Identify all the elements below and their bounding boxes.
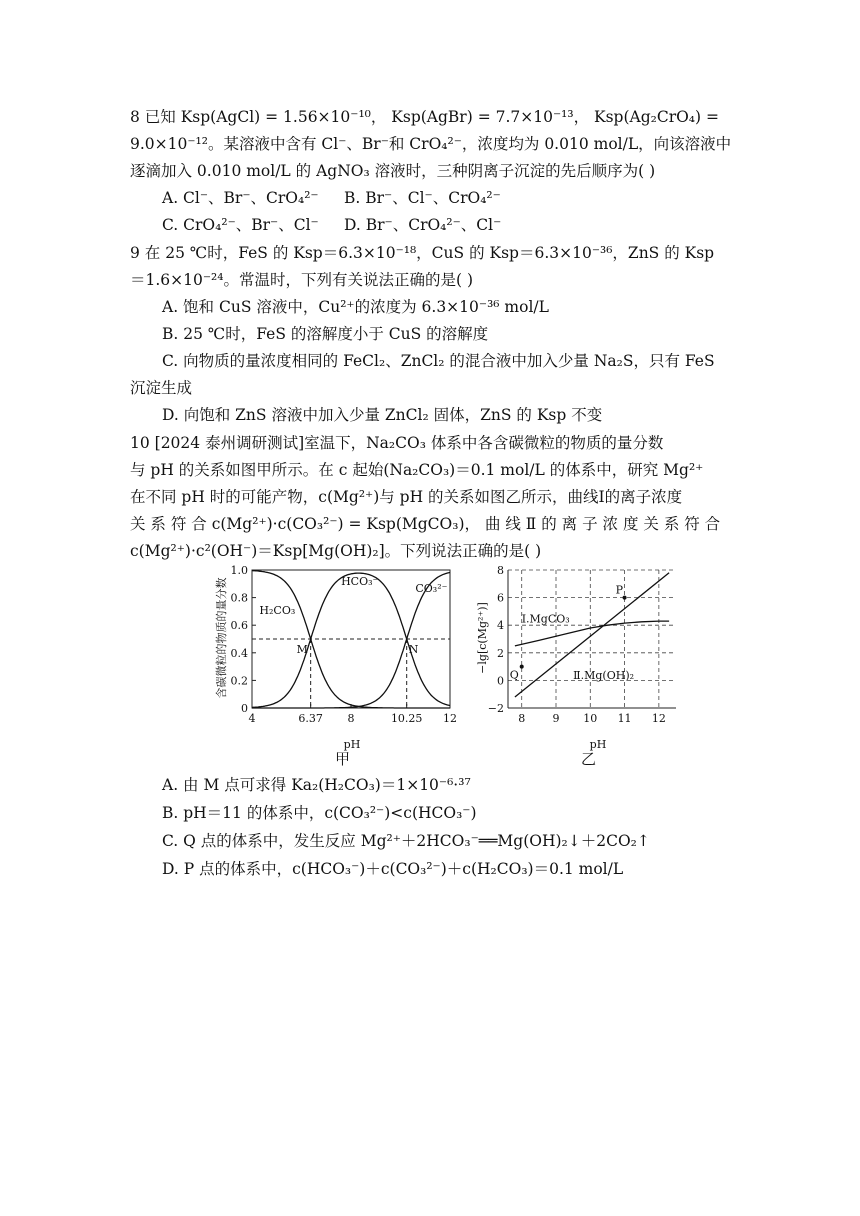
chart-b-xtick-label: 10: [583, 712, 598, 725]
q8-option-b: B. Br⁻、Cl⁻、CrO₄²⁻: [344, 189, 501, 207]
q10-option-b: B. pH＝11 的体系中，c(CO₃²⁻)<c(HCO₃⁻): [162, 804, 477, 822]
chart-b-xtick-label: 12: [651, 712, 666, 725]
chart-fraction-vs-ph: [208, 562, 468, 752]
q10-line-4: 关 系 符 合 c(Mg²⁺)·c(CO₃²⁻) = Ksp(MgCO₃)， 曲 线 Ⅱ 的 离 子 浓 度 关 系 符 合: [130, 515, 721, 533]
chart-b-point-label: Q: [509, 668, 519, 682]
chart-a-ytick-label: 0.8: [230, 591, 248, 605]
chart-b-ytick-label: 8: [497, 564, 504, 577]
chart-a-ytick-label: 0.6: [230, 619, 248, 633]
chart-a-xlabel: pH: [343, 738, 361, 751]
chart-a-series-label: CO₃²⁻: [415, 582, 448, 596]
chart-a-caption: 甲: [335, 750, 351, 768]
q10-line-5: c(Mg²⁺)·c²(OH⁻)＝Ksp[Mg(OH)₂]。下列说法正确的是( ): [130, 542, 542, 560]
chart-b-ylabel: −lg[c(Mg²⁺)]: [476, 602, 489, 674]
chart-a-xtick-label: 10.25: [390, 712, 423, 725]
chart-mg-concentration-vs-ph: [472, 562, 684, 752]
chart-b-ytick-label: 0: [497, 674, 504, 688]
q10-option-c: C. Q 点的体系中，发生反应 Mg²⁺＋2HCO₃⁻══Mg(OH)₂↓＋2CO₂↑: [162, 832, 650, 850]
q10-line-1: 10 [2024 泰州调研测试]室温下，Na₂CO₃ 体系中各含碳微粒的物质的量分数: [130, 434, 664, 452]
chart-b-ytick-label: 4: [497, 619, 504, 633]
chart-b-xtick-label: 11: [617, 712, 632, 725]
chart-b-ytick-label: −2: [487, 702, 504, 715]
chart-b-caption: 乙: [581, 750, 597, 768]
q8-option-d: D. Br⁻、CrO₄²⁻、Cl⁻: [344, 216, 502, 234]
chart-a-ytick-label: 0.4: [230, 646, 248, 660]
chart-a-ylabel: 含碳微粒的物质的量分数: [215, 577, 228, 699]
chart-a-xtick-label: 4: [248, 712, 256, 725]
chart-b-xtick-label: 8: [518, 712, 526, 725]
q9-option-d: D. 向饱和 ZnS 溶液中加入少量 ZnCl₂ 固体，ZnS 的 Ksp 不变: [162, 406, 603, 424]
chart-b-xlabel: pH: [589, 738, 607, 751]
q10-line-2: 与 pH 的关系如图甲所示。在 c 起始(Na₂CO₃)＝0.1 mol/L 的体系中，研究 Mg²⁺: [130, 461, 704, 479]
chart-b-ytick-label: 6: [497, 591, 504, 605]
chart-b-point-label: P: [615, 583, 623, 597]
chart-a-series-label: H₂CO₃: [259, 604, 296, 618]
q8-line-2: 9.0×10⁻¹²。某溶液中含有 Cl⁻、Br⁻和 CrO₄²⁻，浓度均为 0.010 mol/L，向该溶液中: [130, 135, 732, 153]
chart-b-xtick-label: 9: [552, 712, 560, 725]
chart-a-xtick-label: 12: [443, 712, 457, 725]
chart-b-series-label: Ⅱ.Mg(OH)₂: [573, 669, 635, 683]
chart-a-ytick-label: 0: [241, 702, 248, 715]
chart-a-point-label: M: [296, 643, 308, 656]
chart-b-ytick-label: 2: [497, 646, 504, 660]
q8-line-1: 8 已知 Ksp(AgCl) = 1.56×10⁻¹⁰， Ksp(AgBr) = 7.7×10⁻¹³， Ksp(Ag₂CrO₄) =: [130, 108, 719, 126]
chart-a-ytick-label: 0.2: [230, 674, 248, 688]
chart-a-ytick-label: 1.0: [230, 564, 248, 577]
chart-b-point: [623, 596, 627, 600]
q9-option-a: A. 饱和 CuS 溶液中，Cu²⁺的浓度为 6.3×10⁻³⁶ mol/L: [162, 298, 549, 316]
chart-a-xtick-label: 8: [347, 712, 355, 725]
chart-a-series-label: HCO₃⁻: [341, 575, 379, 589]
q9-option-c-line-2: 沉淀生成: [130, 379, 193, 397]
chart-a-xtick-label: 6.37: [298, 712, 323, 725]
chart-b-point: [520, 665, 524, 669]
q8-option-c: C. CrO₄²⁻、Br⁻、Cl⁻: [162, 216, 319, 234]
q9-option-b: B. 25 ℃时，FeS 的溶解度小于 CuS 的溶解度: [162, 325, 489, 343]
chart-b-series-label: Ⅰ.MgCO₃: [521, 612, 570, 626]
q10-option-d: D. P 点的体系中，c(HCO₃⁻)＋c(CO₃²⁻)＋c(H₂CO₃)＝0.1 mol/L: [162, 860, 624, 878]
q10-line-3: 在不同 pH 时的可能产物，c(Mg²⁺)与 pH 的关系如图乙所示，曲线Ⅰ的离子浓度: [130, 488, 683, 506]
q9-option-c-line-1: C. 向物质的量浓度相同的 FeCl₂、ZnCl₂ 的混合液中加入少量 Na₂S，只有 FeS: [162, 352, 715, 370]
q9-line-1: 9 在 25 ℃时，FeS 的 Ksp＝6.3×10⁻¹⁸，CuS 的 Ksp＝6.3×10⁻³⁶，ZnS 的 Ksp: [130, 244, 715, 262]
q8-option-a: A. Cl⁻、Br⁻、CrO₄²⁻: [162, 189, 319, 207]
q9-line-2: ＝1.6×10⁻²⁴。常温时，下列有关说法正确的是( ): [130, 271, 473, 289]
q8-line-3: 逐滴加入 0.010 mol/L 的 AgNO₃ 溶液时，三种阴离子沉淀的先后顺序为( ): [130, 162, 656, 180]
chart-a-point-label: N: [408, 643, 419, 656]
q10-option-a: A. 由 M 点可求得 Ka₂(H₂CO₃)＝1×10⁻⁶·³⁷: [162, 776, 471, 794]
